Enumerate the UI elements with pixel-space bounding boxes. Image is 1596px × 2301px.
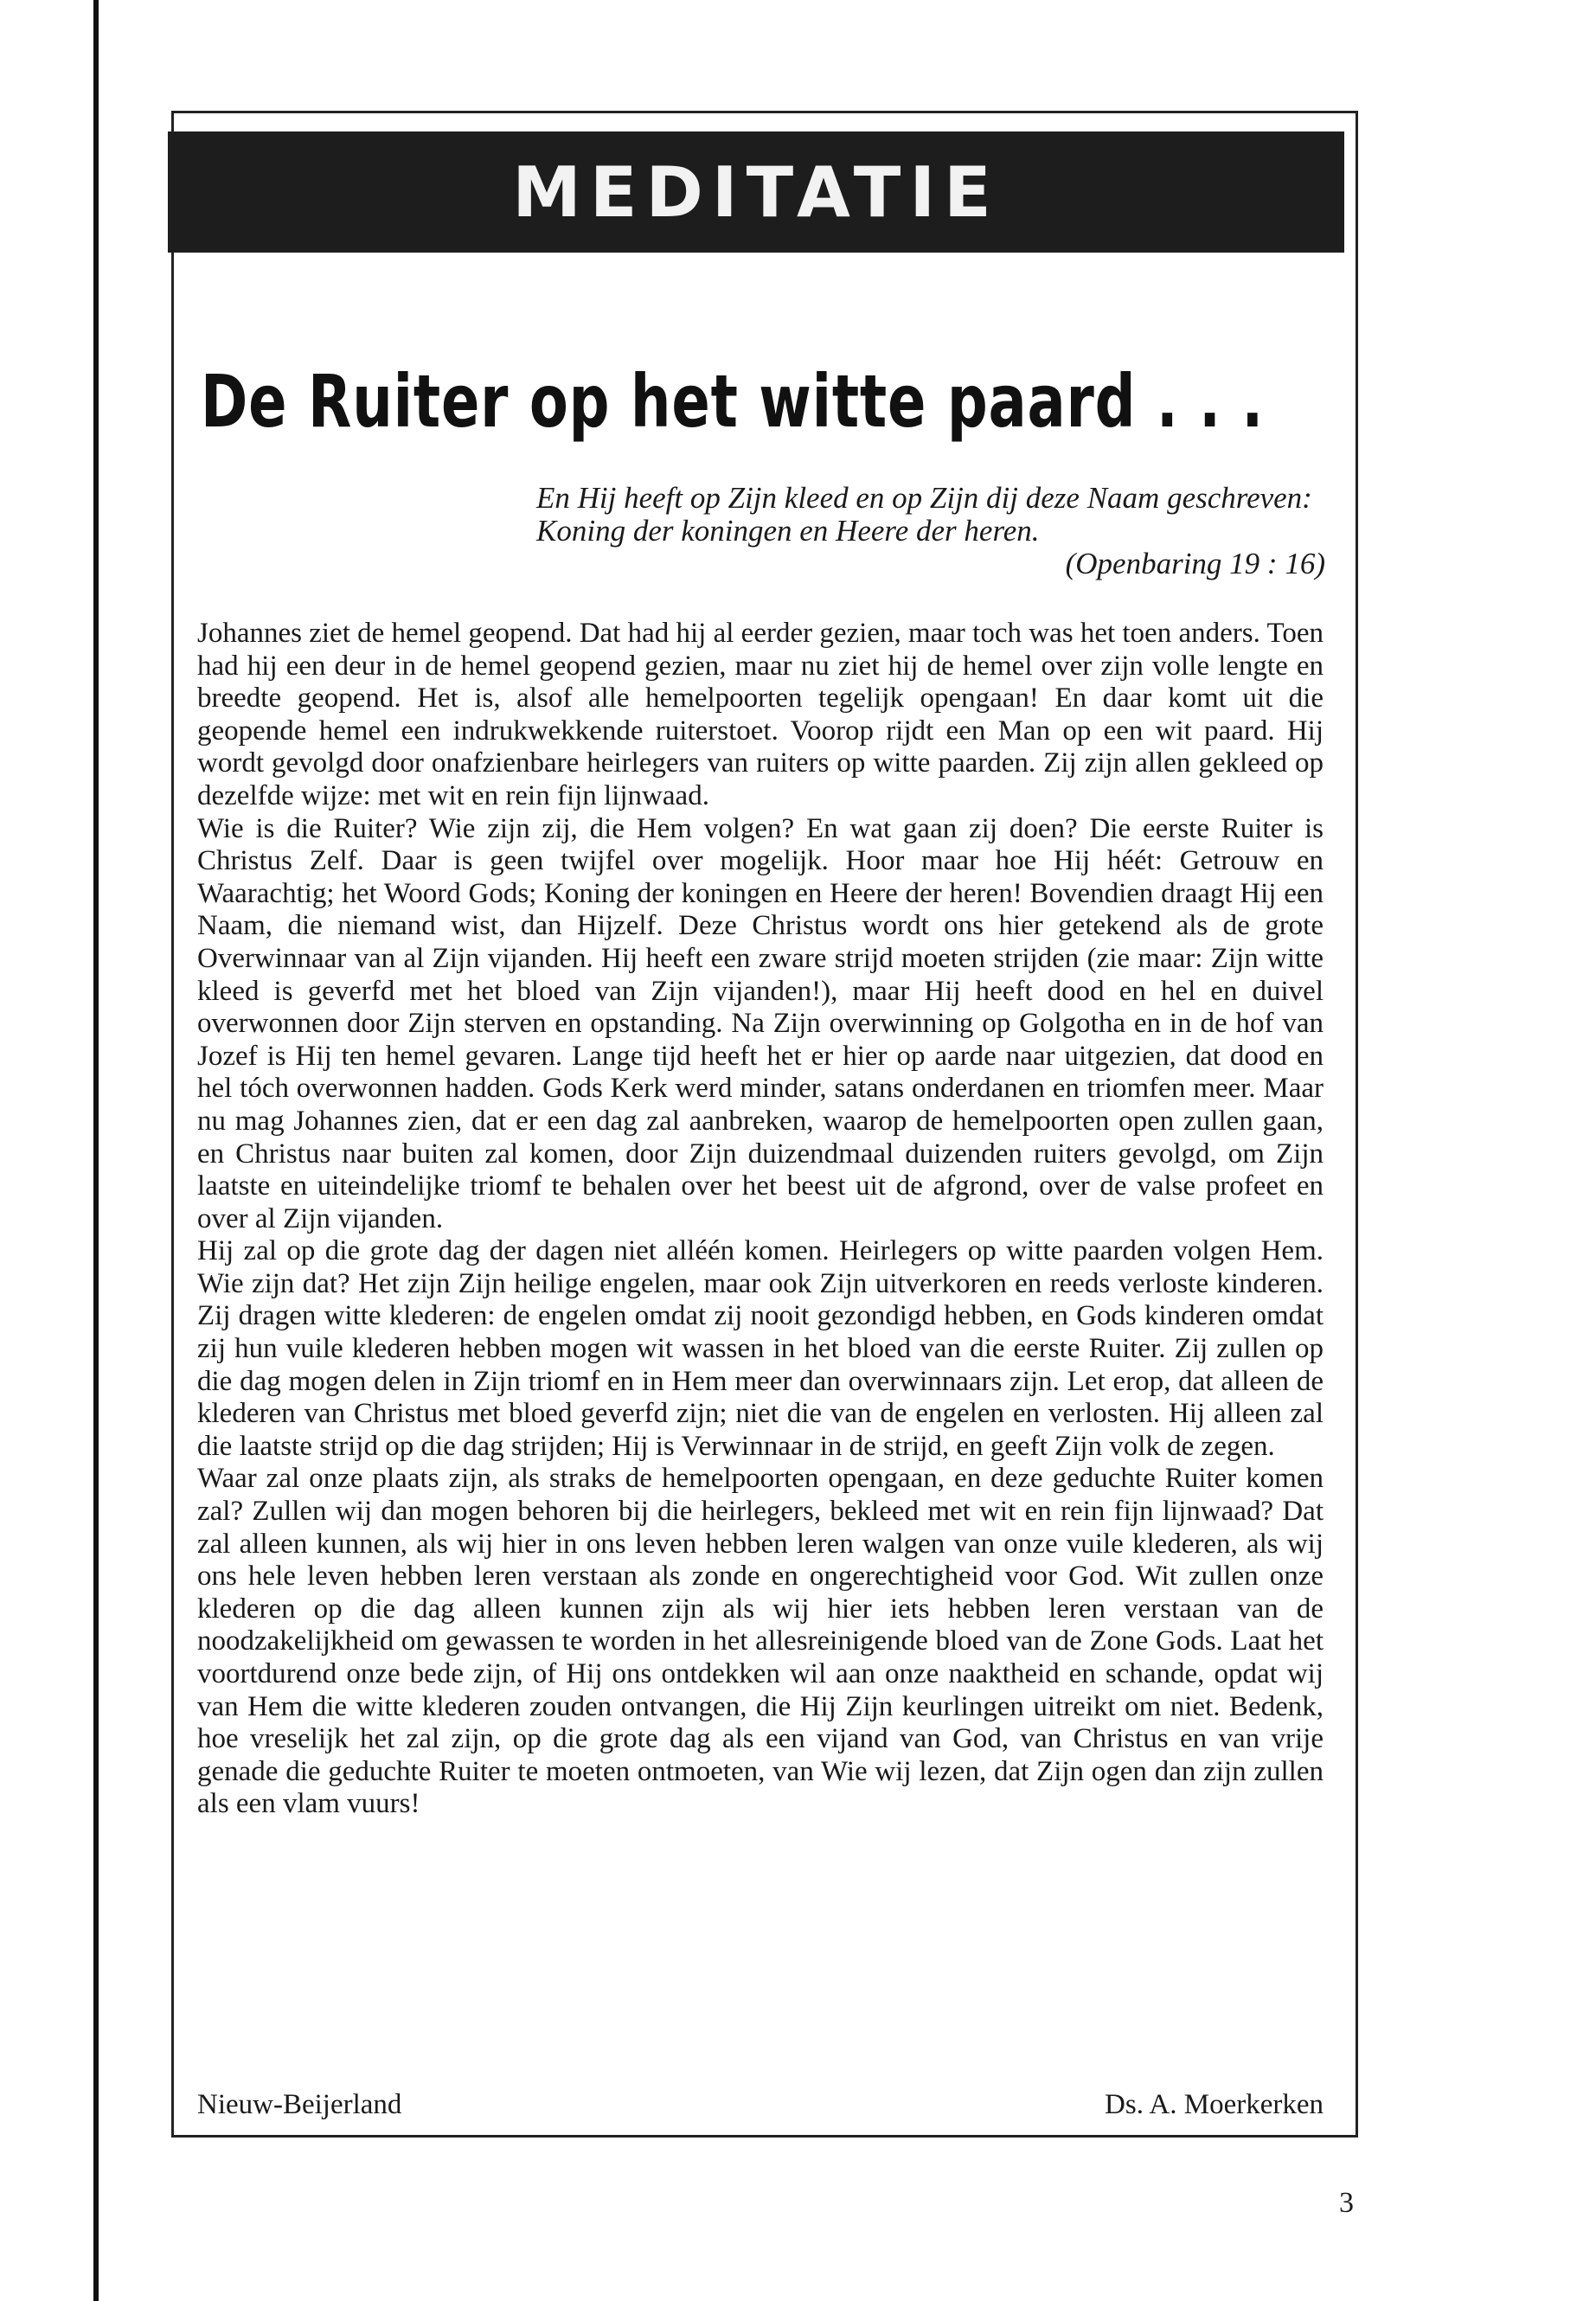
signature-line: [197, 2088, 1324, 2121]
page-number: 3: [1339, 2187, 1354, 2219]
paragraph: Wie is die Ruiter? Wie zijn zij, die Hem volgen? En wat gaan zij doen? Die eerste Ruiter is Christus Zelf. Daar is geen twijfel over mogelijk. Hoor maar hoe Hij héét: Getrouw en Waarachtig; het Woord Gods; Koning der koningen en Heere der heren! Bovendien draagt Hij een Naam, die niemand wist, dan Hijzelf. Deze Christus wordt ons hier getekend als de grote Overwinnaar van al Zijn vijanden. Hij heeft een zware strijd moeten strijden (zie maar: Zijn witte kleed is geverfd met het bloed van Zijn vijanden!), maar Hij heeft dood en hel en duivel overwonnen door Zijn sterven en opstanding. Na Zijn overwinning op Golgotha en in de hof van Jozef is Hij ten hemel gevaren. Lange tijd heeft het er hier op aarde naar uitgezien, dat dood en hel tóch overwonnen hadden. Gods Kerk werd minder, satans onderdanen en triomfen meer. Maar nu mag Johannes zien, dat er een dag zal aanbreken, waarop de hemelpoorten open zullen gaan, en Christus naar buiten zal komen, door Zijn duizendmaal duizenden ruiters gevolgd, om Zijn laatste en uiteindelijke triomf te behalen over het beest uit de afgrond, over de valse profeet en over al Zijn vijanden.: [197, 812, 1324, 1234]
place-name: Nieuw-Beijerland: [197, 2089, 402, 2120]
article-body: [197, 618, 1324, 1821]
epigraph: [536, 482, 1325, 580]
epigraph-reference: (Openbaring 19 : 16): [1065, 547, 1325, 580]
article-title: De Ruiter op het witte paard . . .: [201, 359, 1265, 444]
section-banner-title: MEDITATIE: [512, 151, 1000, 233]
author-name: Ds. A. Moerkerken: [1105, 2089, 1324, 2120]
section-banner: [168, 131, 1344, 253]
paragraph: Johannes ziet de hemel geopend. Dat had hij al eerder gezien, maar toch was het toen anders. Toen had hij een deur in de hemel geopend gezien, maar nu ziet hij de hemel over zijn volle lengte en breedte geopend. Het is, alsof alle hemelpoorten tegelijk opengaan! En daar komt uit die geopende hemel een indrukwekkende ruiterstoet. Voorop rijdt een Man op een wit paard. Hij wordt gevolgd door onafzienbare heirlegers van ruiters op witte paarden. Zij zijn allen gekleed op dezelfde wijze: met wit en rein fijn lijnwaad.: [197, 618, 1324, 811]
page-edge-shadow: [93, 0, 99, 2301]
epigraph-text: En Hij heeft op Zijn kleed en op Zijn dij deze Naam geschreven: Koning der koningen en Heere der heren.: [536, 481, 1312, 548]
paragraph: Waar zal onze plaats zijn, als straks de hemelpoorten opengaan, en deze geduchte Ruiter komen zal? Zullen wij dan mogen behoren bij die heirlegers, bekleed met wit en rein fijn lijnwaad? Dat zal alleen kunnen, als wij hier in ons leven hebben leren walgen van onze vuile klederen, als wij ons hele leven hebben leren verstaan als zonde en ongerechtigheid voor God. Wit zullen onze klederen op die dag alleen kunnen zijn als wij hier iets hebben leren verstaan van de noodzakelijkheid om gewassen te worden in het allesreinigende bloed van de Zone Gods. Laat het voortdurend onze bede zijn, of Hij ons ontdekken wil aan onze naaktheid en schande, opdat wij van Hem die witte klederen zouden ontvangen, die Hij Zijn keurlingen uitreikt om niet. Bedenk, hoe vreselijk het zal zijn, op die grote dag als een vijand van God, van Christus en van vrije genade die geduchte Ruiter te moeten ontmoeten, van Wie wij lezen, dat Zijn ogen dan zijn zullen als een vlam vuurs!: [197, 1463, 1324, 1820]
paragraph: Hij zal op die grote dag der dagen niet alléén komen. Heirlegers op witte paarden volgen Hem. Wie zijn dat? Het zijn Zijn heilige engelen, maar ook Zijn uitverkoren en reeds verloste kinderen. Zij dragen witte klederen: de engelen omdat zij nooit gezondigd hebben, en Gods kinderen omdat zij hun vuile klederen hebben mogen wit wassen in het bloed van die eerste Ruiter. Zij zullen op die dag mogen delen in Zijn triomf en in Hem meer dan overwinnaars zijn. Let erop, dat alleen de klederen van Christus met bloed geverfd zijn; niet die van de engelen en verlosten. Hij alleen zal die laatste strijd op die dag strijden; Hij is Verwinnaar in de strijd, en geeft Zijn volk de zegen.: [197, 1235, 1324, 1462]
